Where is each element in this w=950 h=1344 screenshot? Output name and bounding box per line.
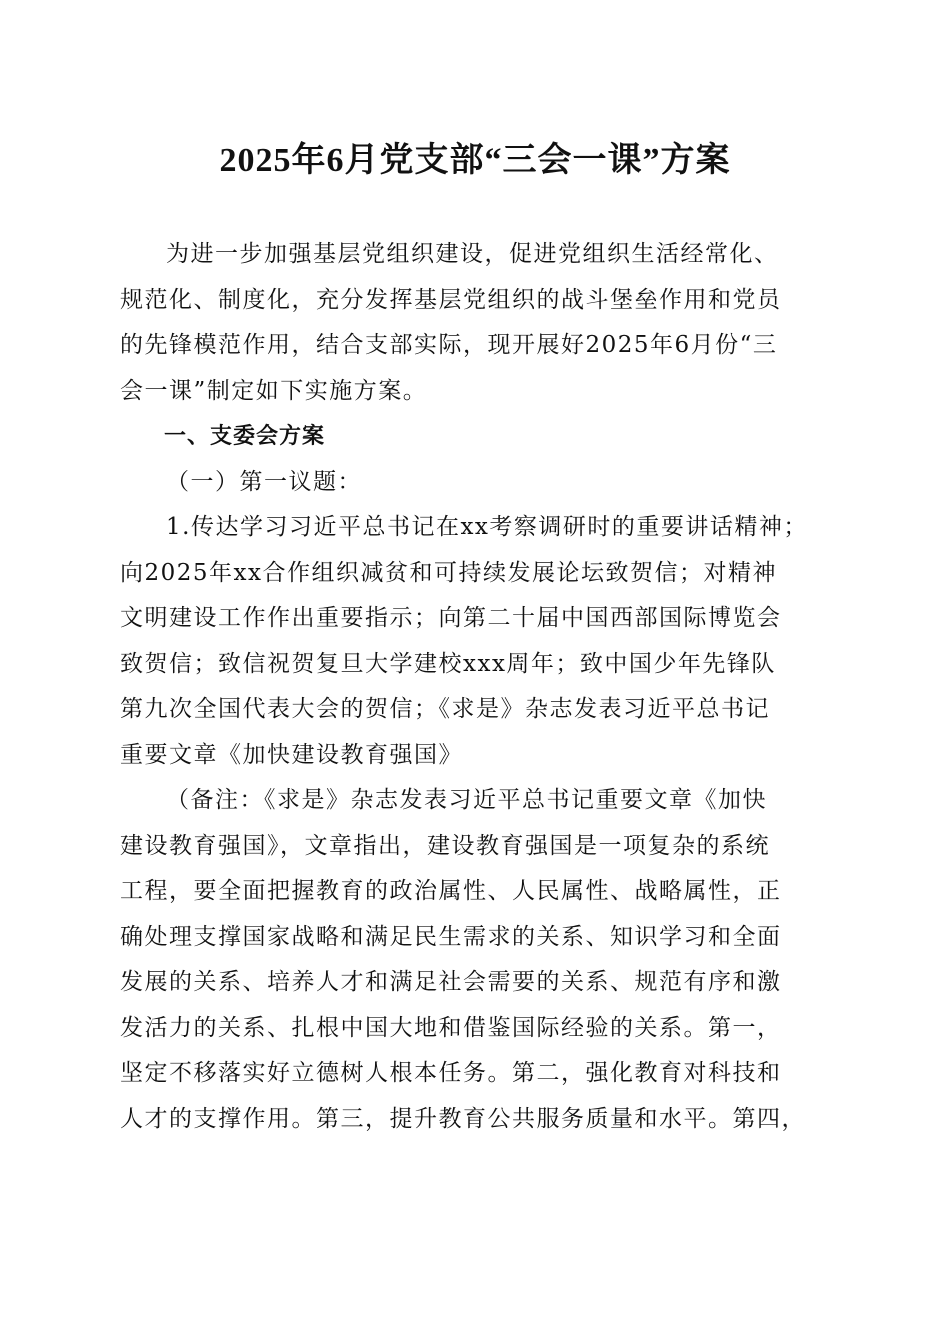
note-line: 工程，要全面把握教育的政治属性、人民属性、战略属性，正	[120, 878, 782, 904]
note-line: 确处理支撑国家战略和满足民生需求的关系、知识学习和全面	[120, 923, 782, 950]
agenda-item-line: 文明建设工作作出重要指示；向第二十届中国西部国际博览会	[120, 605, 782, 631]
document-title: 2025年6月党支部“三会一课”方案	[219, 142, 731, 179]
section-heading: 一、支委会方案	[164, 424, 326, 449]
intro-line: 的先锋模范作用，结合支部实际，现开展好2025年6月份“三	[120, 332, 778, 358]
note-paragraph	[120, 778, 832, 1142]
note-line: 坚定不移落实好立德树人根本任务。第二，强化教育对科技和	[120, 1060, 782, 1086]
note-line: 发活力的关系、扎根中国大地和借鉴国际经验的关系。第一，	[120, 1014, 782, 1041]
intro-paragraph	[120, 232, 832, 414]
note-line: 建设教育强国》，文章指出，建设教育强国是一项复杂的系统	[120, 832, 770, 859]
document-body	[120, 232, 832, 1142]
note-line: 人才的支撑作用。第三，提升教育公共服务质量和水平。第四，	[120, 1105, 806, 1132]
note-line: 发展的关系、培养人才和满足社会需要的关系、规范有序和激	[120, 969, 782, 995]
agenda-item-line: 1.传达学习习近平总书记在xx考察调研时的重要讲话精神；	[166, 514, 808, 540]
agenda-item-line: 第九次全国代表大会的贺信；《求是》杂志发表习近平总书记	[120, 696, 770, 722]
subsection-heading: （一）第一议题：	[166, 468, 362, 495]
agenda-item-line: 重要文章《加快建设教育强国》	[120, 741, 463, 768]
agenda-item-line: 向2025年xx合作组织减贫和可持续发展论坛致贺信；对精神	[120, 559, 777, 586]
intro-line: 为进一步加强基层党组织建设，促进党组织生活经常化、	[166, 241, 779, 267]
agenda-item-paragraph	[120, 505, 832, 778]
agenda-item-line: 致贺信；致信祝贺复旦大学建校xxx周年；致中国少年先锋队	[120, 650, 776, 677]
intro-line: 规范化、制度化，充分发挥基层党组织的战斗堡垒作用和党员	[120, 286, 782, 313]
intro-line: 会一课”制定如下实施方案。	[120, 377, 428, 404]
note-line: （备注：《求是》杂志发表习近平总书记重要文章《加快	[166, 787, 767, 813]
